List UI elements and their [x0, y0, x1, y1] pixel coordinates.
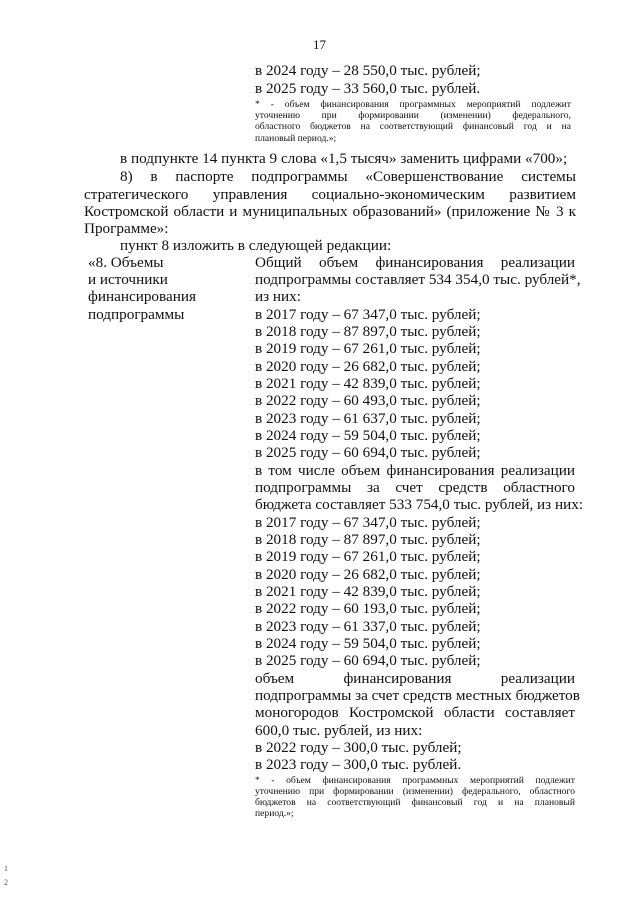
paragraph-8-line: стратегического управления социально-экономическим развитием: [84, 186, 576, 203]
paragraph-8-line: Программе»:: [84, 220, 169, 237]
year-line: в 2022 году – 60 193,0 тыс. рублей;: [255, 600, 481, 617]
year-line: в 2020 году – 26 682,0 тыс. рублей;: [255, 566, 481, 583]
footnote-line: уточнению при формировании (изменении) федерального,: [255, 110, 571, 121]
year-line: в 2017 году – 67 347,0 тыс. рублей;: [255, 306, 481, 323]
total-line: подпрограммы составляет 534 354,0 тыс. рублей*,: [255, 271, 581, 288]
local-line: 600,0 тыс. рублей, из них:: [255, 722, 423, 739]
year-line: в 2020 году – 26 682,0 тыс. рублей;: [255, 358, 481, 375]
total-line: из них:: [255, 288, 301, 305]
year-line: в 2024 году – 59 504,0 тыс. рублей;: [255, 427, 481, 444]
footnote-line: уточнению при формировании (изменении) федерального, областного: [255, 786, 575, 797]
regional-line: подпрограммы за счет средств областного: [255, 479, 575, 496]
year-line: в 2024 году – 59 504,0 тыс. рублей;: [255, 635, 481, 652]
year-line: в 2024 году – 28 550,0 тыс. рублей;: [255, 62, 481, 79]
year-line: в 2023 году – 61 337,0 тыс. рублей;: [255, 618, 481, 635]
year-line: в 2025 году – 60 694,0 тыс. рублей;: [255, 444, 481, 461]
passport-item-label: [88, 254, 196, 323]
label-line: подпрограммы: [88, 305, 185, 323]
footnote-line: плановый период.»;: [255, 133, 337, 144]
local-line: объем финансирования реализации: [255, 670, 575, 687]
year-line: в 2022 году – 300,0 тыс. рублей;: [255, 739, 462, 756]
total-line: Общий объем финансирования реализации: [255, 254, 575, 271]
paragraph-item: пункт 8 изложить в следующей редакции:: [120, 237, 392, 254]
year-line: в 2017 году – 67 347,0 тыс. рублей;: [255, 514, 481, 531]
regional-line: в том числе объем финансирования реализации: [255, 462, 575, 479]
label-line: «8. Объемы: [88, 254, 164, 271]
paragraph-8-line: 8) в паспорте подпрограммы «Совершенствование системы: [120, 168, 576, 185]
paragraph-replace: в подпункте 14 пункта 9 слова «1,5 тысяч» заменить цифрами «700»;: [120, 150, 568, 167]
footnote-line: бюджетов на соответствующий финансовый год и на плановый: [255, 797, 575, 808]
year-line: в 2025 году – 33 560,0 тыс. рублей.: [255, 80, 481, 97]
year-line: в 2019 году – 67 261,0 тыс. рублей;: [255, 548, 481, 565]
label-line: финансирования: [88, 288, 196, 306]
year-line: в 2018 году – 87 897,0 тыс. рублей;: [255, 323, 481, 340]
year-line: в 2019 году – 67 261,0 тыс. рублей;: [255, 340, 481, 357]
year-line: в 2023 году – 61 637,0 тыс. рублей;: [255, 410, 481, 427]
margin-mark: 1: [4, 864, 8, 873]
paragraph-8-line: Костромской области и муниципальных образований» (приложение № 3 к: [84, 203, 576, 220]
year-line: в 2022 году – 60 493,0 тыс. рублей;: [255, 392, 481, 409]
footnote-line: период.»;: [255, 808, 294, 819]
regional-line: бюджета составляет 533 754,0 тыс. рублей, из них:: [255, 496, 584, 513]
year-line: в 2021 году – 42 839,0 тыс. рублей;: [255, 375, 481, 392]
margin-mark: 2: [4, 878, 8, 887]
year-line: в 2021 году – 42 839,0 тыс. рублей;: [255, 583, 481, 600]
label-line: и источники: [88, 271, 168, 289]
year-line: в 2018 году – 87 897,0 тыс. рублей;: [255, 531, 481, 548]
local-line: подпрограммы за счет средств местных бюджетов: [255, 687, 580, 704]
year-line: в 2025 году – 60 694,0 тыс. рублей;: [255, 652, 481, 669]
footnote-line: * - объем финансирования программных мероприятий подлежит: [255, 775, 575, 786]
year-line: в 2023 году – 300,0 тыс. рублей.: [255, 756, 462, 773]
footnote-line: областного бюджетов на соответствующий финансовый год и на: [255, 121, 571, 132]
page-number: 17: [313, 37, 326, 52]
local-line: моногородов Костромской области составляет: [255, 704, 575, 721]
footnote-line: * - объем финансирования программных мероприятий подлежит: [255, 99, 571, 110]
